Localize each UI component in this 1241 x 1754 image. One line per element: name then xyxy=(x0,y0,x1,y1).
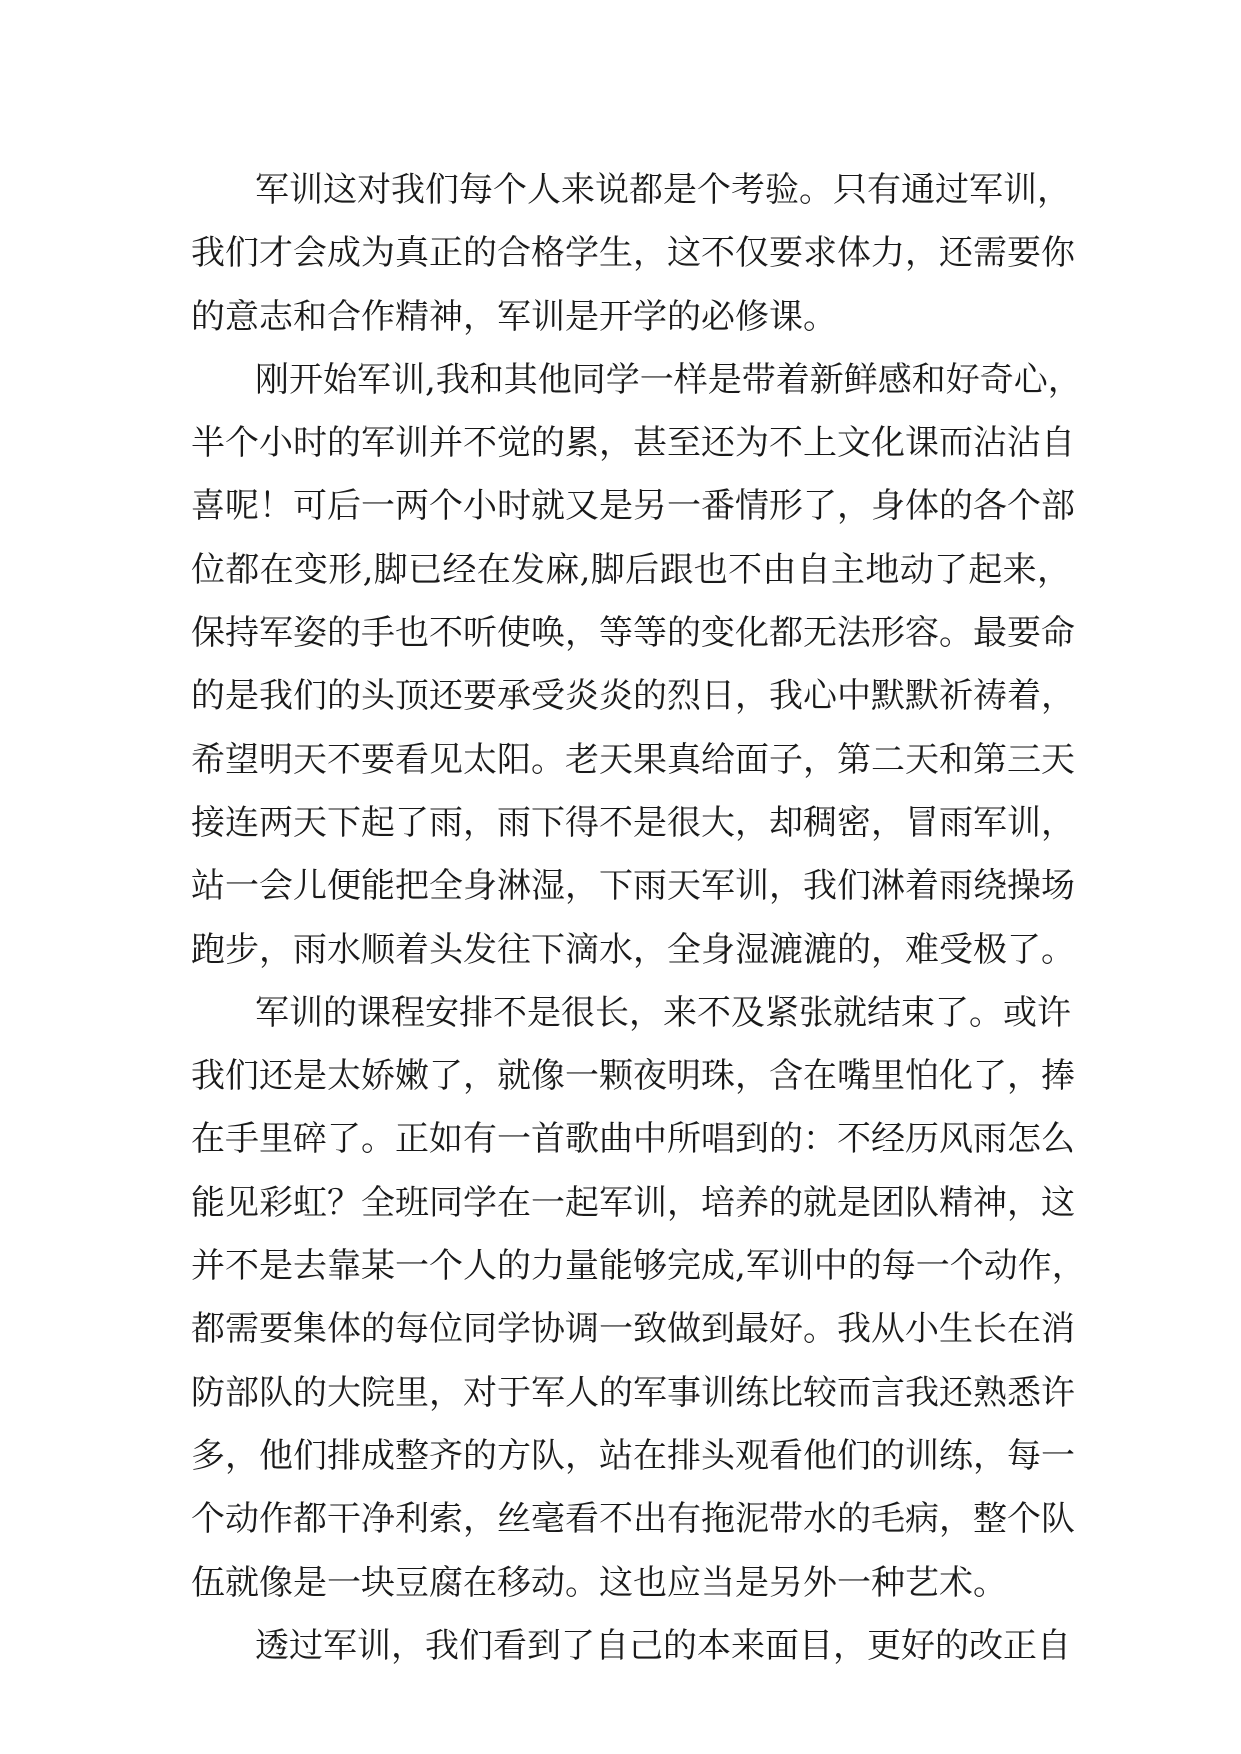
paragraph-2-line-5: 保持军姿的手也不听使唤，等等的变化都无法形容。最要命 xyxy=(191,613,1075,654)
paragraph-4-line-1: 透过军训，我们看到了自己的本来面目，更好的改正自 xyxy=(255,1625,1071,1666)
paragraph-3-line-6: 都需要集体的每位同学协调一致做到最好。我从小生长在消 xyxy=(191,1309,1075,1350)
paragraph-3-line-5: 并不是去靠某一个人的力量能够完成,军训中的每一个动作， xyxy=(191,1246,1086,1287)
paragraph-2-line-1: 刚开始军训,我和其他同学一样是带着新鲜感和好奇心， xyxy=(255,359,1082,400)
paragraph-2-line-4: 位都在变形,脚已经在发麻,脚后跟也不由自主地动了起来， xyxy=(191,549,1071,590)
paragraph-3-line-4: 能见彩虹？全班同学在一起军训，培养的就是团队精神，这 xyxy=(191,1182,1075,1223)
paragraph-3-line-1: 军训的课程安排不是很长，来不及紧张就结束了。或许 xyxy=(255,992,1071,1033)
paragraph-2-line-10: 跑步，雨水顺着头发往下滴水，全身湿漉漉的，难受极了。 xyxy=(191,929,1075,970)
paragraph-2-line-8: 接连两天下起了雨，雨下得不是很大，却稠密，冒雨军训， xyxy=(191,802,1075,843)
paragraph-2-line-3: 喜呢！可后一两个小时就又是另一番情形了，身体的各个部 xyxy=(191,486,1075,527)
paragraph-2-line-9: 站一会儿便能把全身淋湿，下雨天军训，我们淋着雨绕操场 xyxy=(191,866,1075,907)
paragraph-3-line-9: 个动作都干净利索，丝毫看不出有拖泥带水的毛病，整个队 xyxy=(191,1499,1075,1540)
paragraph-3-line-8: 多，他们排成整齐的方队，站在排头观看他们的训练，每一 xyxy=(191,1435,1075,1476)
paragraph-3-line-7: 防部队的大院里，对于军人的军事训练比较而言我还熟悉许 xyxy=(191,1372,1075,1413)
paragraph-1-line-2: 我们才会成为真正的合格学生，这不仅要求体力，还需要你 xyxy=(191,233,1075,274)
paragraph-3-line-2: 我们还是太娇嫩了，就像一颗夜明珠，含在嘴里怕化了，捧 xyxy=(191,1056,1075,1097)
paragraph-3-line-3: 在手里碎了。正如有一首歌曲中所唱到的：不经历风雨怎么 xyxy=(191,1119,1075,1160)
paragraph-2-line-6: 的是我们的头顶还要承受炎炎的烈日，我心中默默祈祷着， xyxy=(191,676,1075,717)
paragraph-3-line-10: 伍就像是一块豆腐在移动。这也应当是另外一种艺术。 xyxy=(191,1562,1007,1603)
paragraph-2-line-2: 半个小时的军训并不觉的累，甚至还为不上文化课而沾沾自 xyxy=(191,423,1075,464)
paragraph-1-line-3: 的意志和合作精神，军训是开学的必修课。 xyxy=(191,296,837,337)
paragraph-1-line-1: 军训这对我们每个人来说都是个考验。只有通过军训， xyxy=(255,170,1071,210)
body-text xyxy=(191,159,1086,1678)
paragraph-2-line-7: 希望明天不要看见太阳。老天果真给面子，第二天和第三天 xyxy=(191,739,1075,780)
